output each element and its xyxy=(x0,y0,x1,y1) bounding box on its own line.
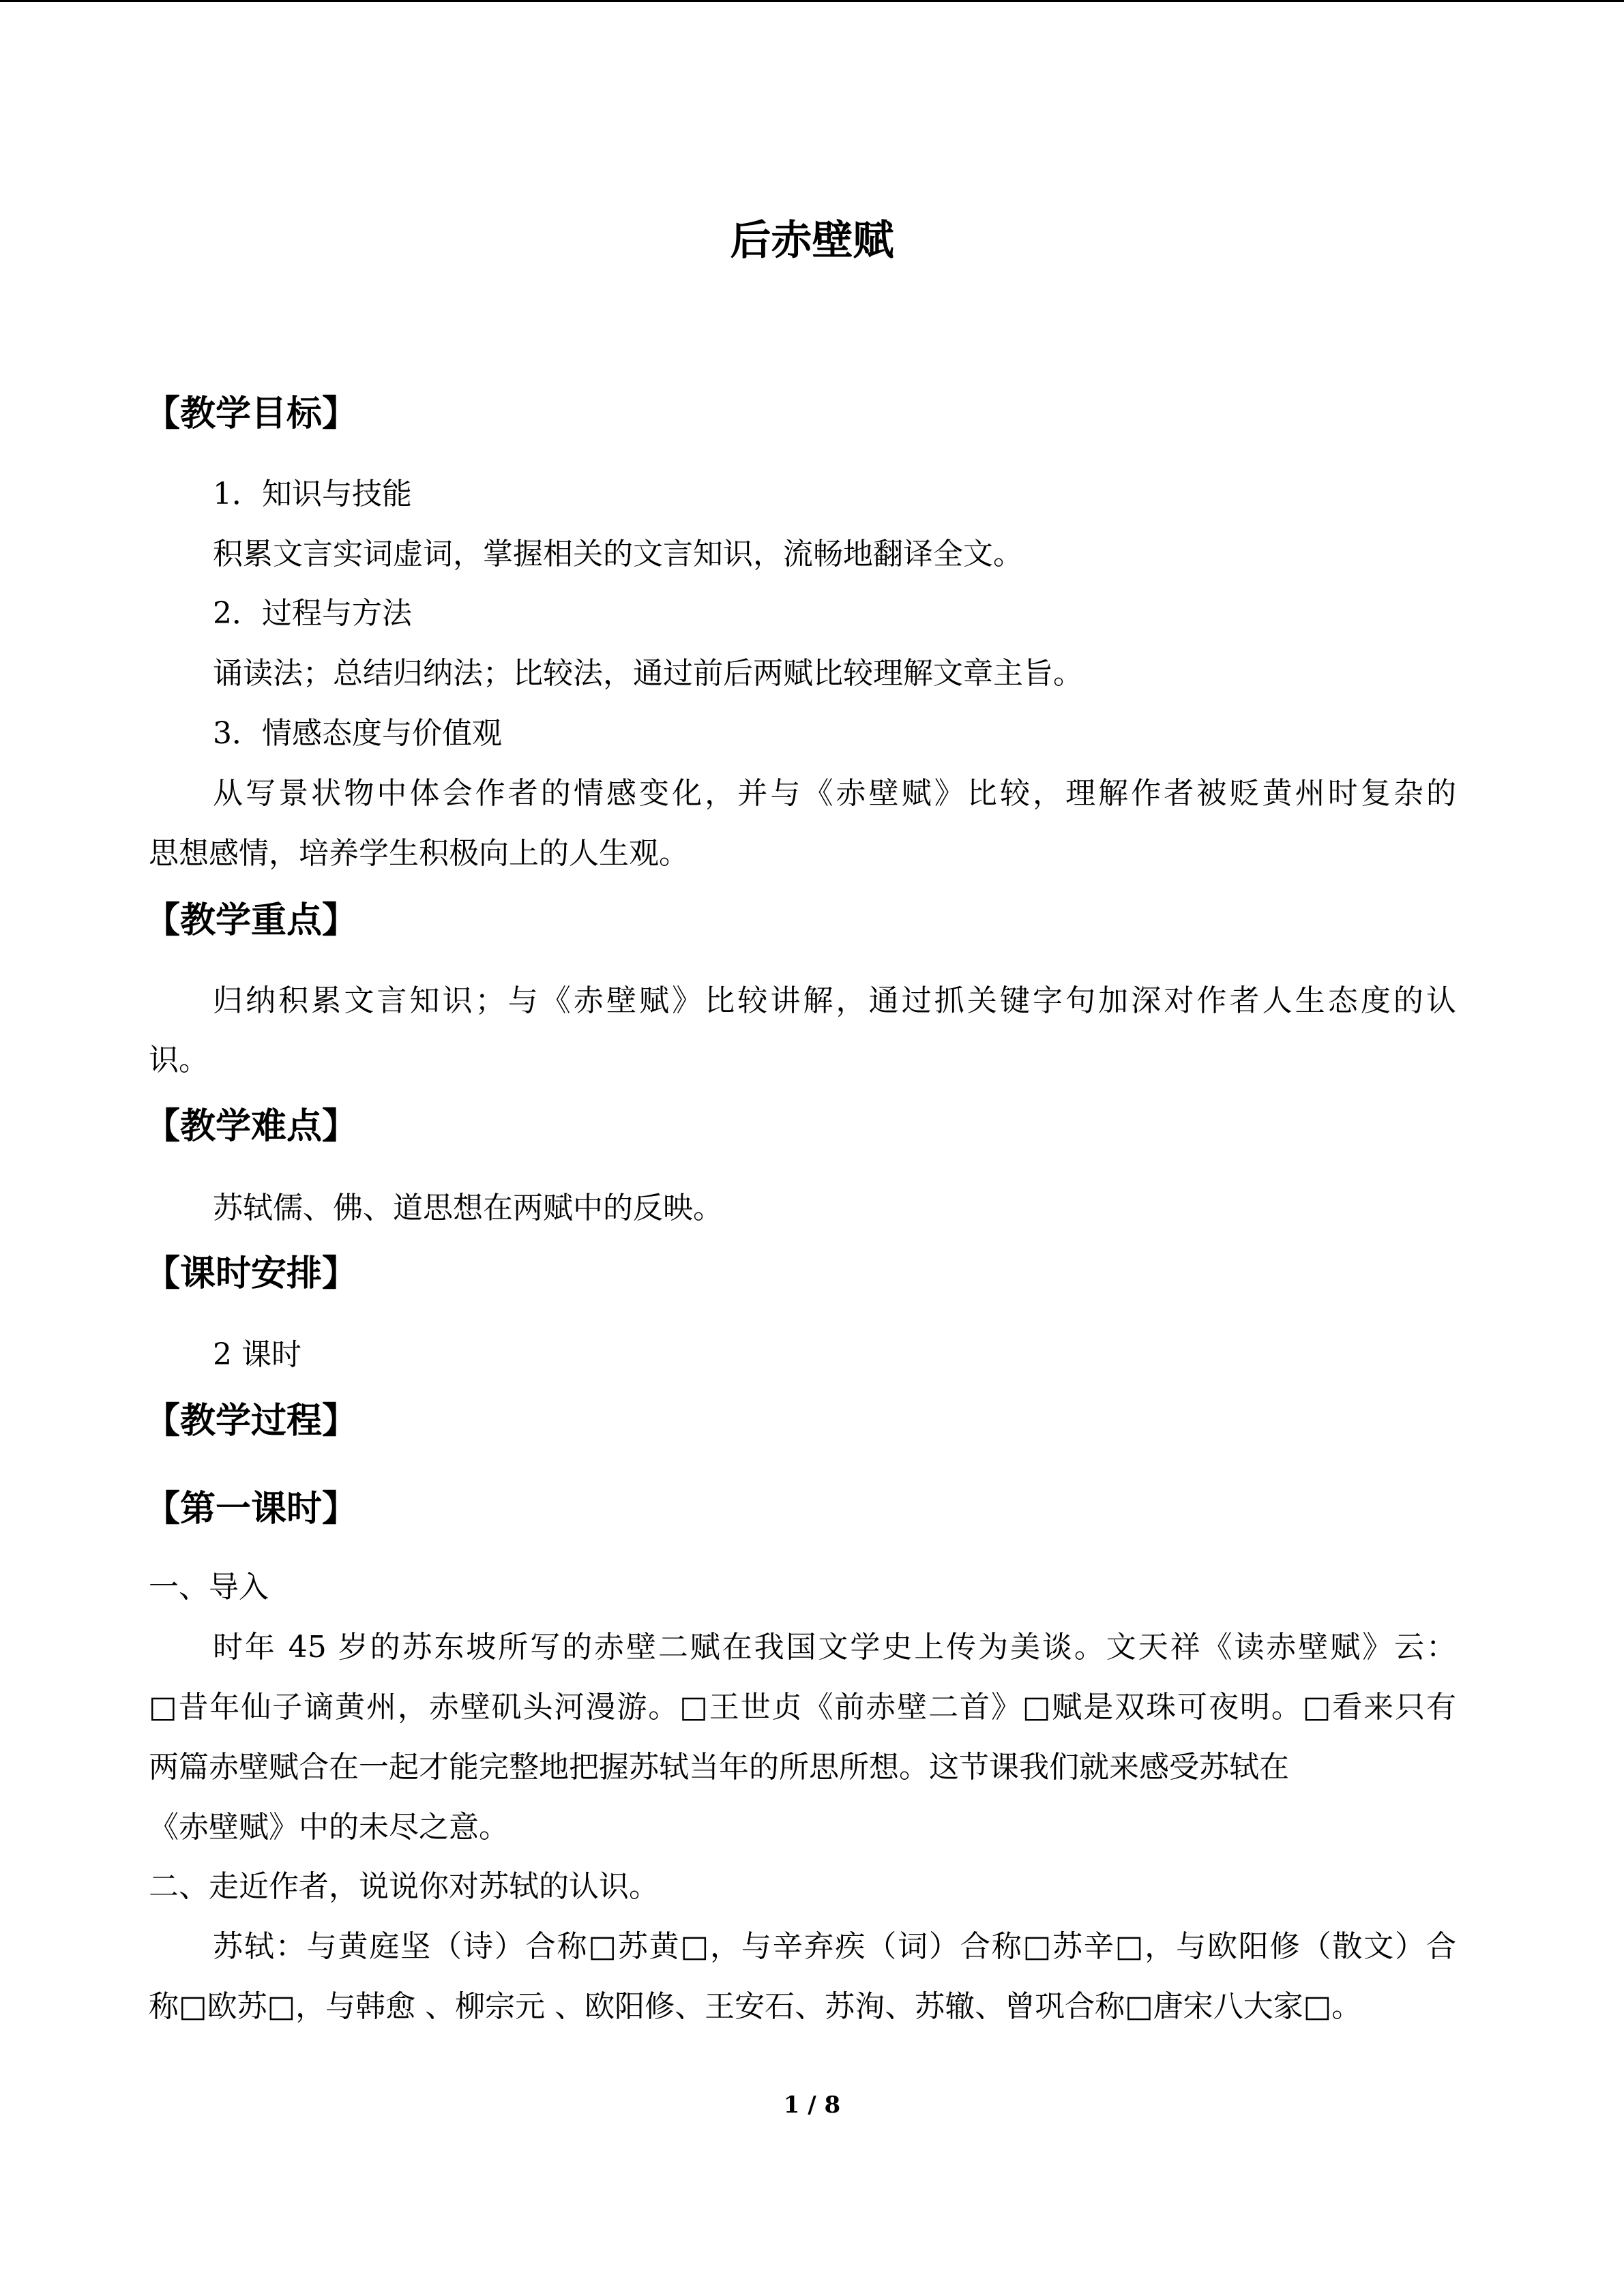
key-points-line1: 归纳积累文言知识；与《赤壁赋》比较讲解，通过抓关键字句加深对作者人生态度的认 xyxy=(213,983,1456,1018)
objective-1-label: 1．知识与技能 xyxy=(213,477,412,511)
document-title: 后赤壁赋 xyxy=(730,217,894,265)
key-points-line2: 识。 xyxy=(149,1043,209,1077)
section-1-line1: 时年 45 岁的苏东坡所写的赤壁二赋在我国文学史上传为美谈。文天祥《读赤壁赋》云： xyxy=(213,1630,1456,1665)
section-2-line1: 苏轼：与黄庭坚（诗）合称□苏黄□，与辛弃疾（词）合称□苏辛□，与欧阳修（散文）合 xyxy=(213,1929,1456,1964)
section-1-line3: 两篇赤壁赋合在一起才能完整地把握苏轼当年的所思所想。这节课我们就来感受苏轼在 xyxy=(149,1750,1289,1785)
section-1-line4: 《赤壁赋》中的未尽之意。 xyxy=(149,1810,509,1845)
schedule-line1: 2 课时 xyxy=(213,1337,301,1372)
objective-2-label: 2．过程与方法 xyxy=(213,596,412,631)
heading-lesson-1: 【第一课时】 xyxy=(145,1489,358,1530)
section-1-title: 一、导入 xyxy=(149,1570,269,1605)
page-number: 1 / 8 xyxy=(783,2091,841,2119)
heading-schedule: 【课时安排】 xyxy=(145,1253,358,1294)
difficulties-line1: 苏轼儒、佛、道思想在两赋中的反映。 xyxy=(213,1191,723,1225)
heading-difficulties: 【教学难点】 xyxy=(145,1106,358,1147)
section-2-title: 二、走近作者，说说你对苏轼的认识。 xyxy=(149,1869,659,1904)
heading-objectives: 【教学目标】 xyxy=(145,393,358,434)
heading-key-points: 【教学重点】 xyxy=(145,900,358,941)
heading-process: 【教学过程】 xyxy=(145,1401,358,1442)
section-2-line2: 称□欧苏□，与韩愈 、柳宗元 、欧阳修、王安石、苏洵、苏辙、曾巩合称□唐宋八大家□。 xyxy=(149,1989,1362,2024)
objective-3-text-line1: 从写景状物中体会作者的情感变化，并与《赤壁赋》比较，理解作者被贬黄州时复杂的 xyxy=(213,776,1456,811)
objective-1-text: 积累文言实词虚词，掌握相关的文言知识，流畅地翻译全文。 xyxy=(213,537,1023,571)
objective-3-text-line2: 思想感情，培养学生积极向上的人生观。 xyxy=(149,836,689,871)
objective-2-text: 诵读法；总结归纳法；比较法，通过前后两赋比较理解文章主旨。 xyxy=(213,656,1083,691)
objective-3-label: 3．情感态度与价值观 xyxy=(213,716,502,751)
section-1-line2: □昔年仙子谪黄州，赤壁矶头河漫游。□王世贞《前赤壁二首》□赋是双珠可夜明。□看来只有 xyxy=(149,1690,1456,1725)
